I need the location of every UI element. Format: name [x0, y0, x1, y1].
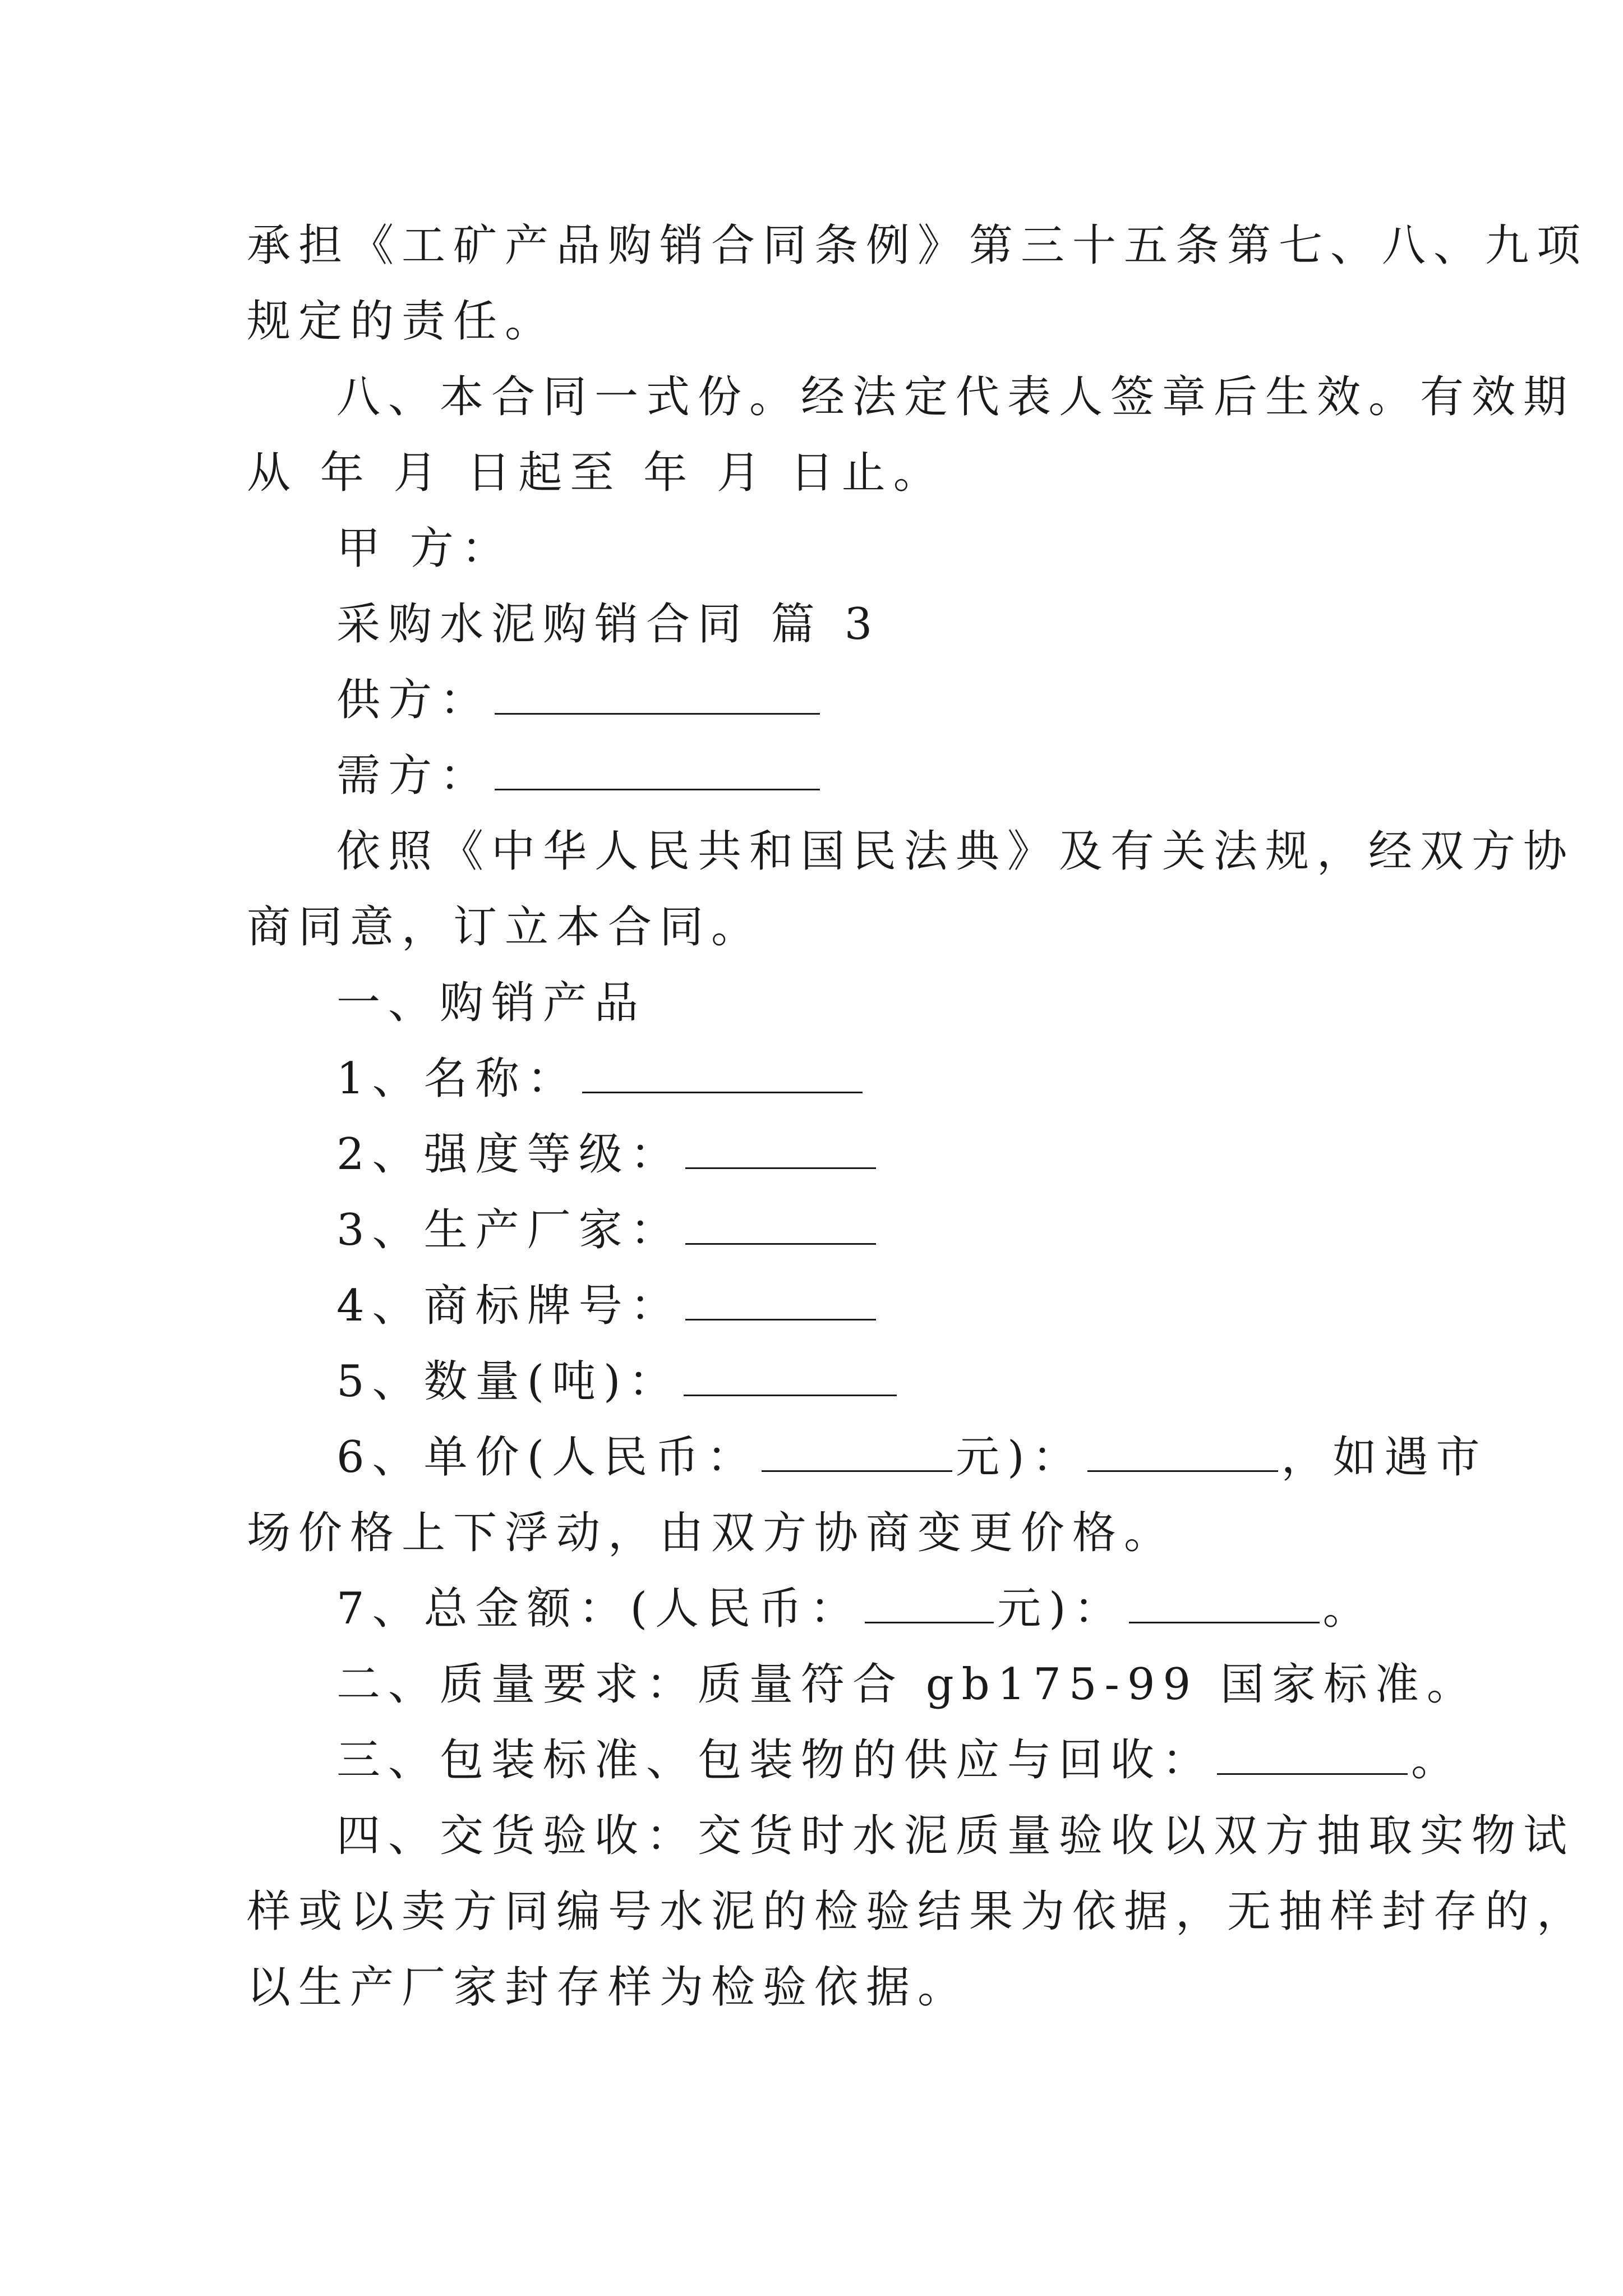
packaging-end: 。: [1411, 1735, 1463, 1786]
item-total-unit: 元)：: [997, 1584, 1126, 1634]
text-line-2: 规定的责任。: [247, 296, 557, 347]
party-a-label: 甲 方：: [336, 523, 513, 574]
item-brand-blank: [685, 1285, 876, 1320]
supplier-label: 供方：: [336, 675, 492, 725]
item-grade-row: [336, 1116, 879, 1193]
item-brand-row: [336, 1268, 879, 1344]
packaging-label: 三、包装标准、包装物的供应与回收：: [336, 1735, 1214, 1786]
item-grade-blank: [685, 1134, 876, 1169]
item-price-unit: 元)：: [956, 1432, 1084, 1483]
item-price-row: [336, 1419, 1488, 1496]
basis-line-2: 商同意，订立本合同。: [247, 902, 763, 953]
item-quantity-blank: [684, 1361, 897, 1396]
item-price-label: 6、单价(人民币：: [336, 1432, 759, 1483]
basis-line-1: 依照《中华人民共和国民法典》及有关法规，经双方协: [336, 826, 1575, 877]
clause-8-line-2: 从 年 月 日起至 年 月 日止。: [247, 448, 945, 498]
item-maker-blank: [685, 1209, 876, 1245]
packaging-row: [336, 1722, 1463, 1798]
supplier-row: [336, 662, 823, 738]
item-quantity-label: 5、数量(吨)：: [336, 1356, 680, 1407]
buyer-blank: [495, 755, 820, 790]
item-maker-label: 3、生产厂家：: [336, 1205, 682, 1255]
supplier-blank: [495, 679, 820, 715]
text-line-1: 承担《工矿产品购销合同条例》第三十五条第七、八、九项: [247, 220, 1589, 271]
item-price-suffix: ，如遇市: [1281, 1432, 1488, 1483]
item-brand-label: 4、商标牌号：: [336, 1281, 682, 1331]
quality-line: 二、质量要求：质量符合 gb175-99 国家标准。: [336, 1659, 1478, 1710]
item-total-row: [336, 1571, 1375, 1647]
acceptance-line-3: 以生产厂家封存样为检验依据。: [247, 1962, 970, 2013]
buyer-row: [336, 738, 823, 814]
item-total-blank: [1129, 1588, 1320, 1623]
item-total-rmb-blank: [865, 1588, 994, 1623]
item-name-label: 1、名称：: [336, 1053, 579, 1104]
heading-products: 一、购销产品: [336, 978, 647, 1028]
item-total-label: 7、总金额：(人民币：: [336, 1584, 862, 1634]
clause-8-line-1: 八、本合同一式份。经法定代表人签章后生效。有效期: [336, 372, 1575, 422]
item-name-row: [336, 1041, 866, 1117]
item-total-end: 。: [1322, 1584, 1375, 1634]
packaging-blank: [1217, 1740, 1408, 1775]
item-name-blank: [582, 1058, 863, 1093]
section-title: 采购水泥购销合同 篇 3: [336, 599, 880, 650]
item-grade-label: 2、强度等级：: [336, 1129, 682, 1180]
item-quantity-row: [336, 1343, 900, 1420]
item-price-blank: [1087, 1437, 1278, 1472]
item-price-rmb-blank: [762, 1437, 952, 1472]
buyer-label: 需方：: [336, 751, 492, 801]
acceptance-line-1: 四、交货验收：交货时水泥质量验收以双方抽取实物试: [336, 1811, 1575, 1861]
item-price-line-2: 场价格上下浮动，由双方协商变更价格。: [247, 1508, 1176, 1558]
acceptance-line-2: 样或以卖方同编号水泥的检验结果为依据，无抽样封存的，: [247, 1887, 1589, 1937]
item-maker-row: [336, 1192, 879, 1268]
